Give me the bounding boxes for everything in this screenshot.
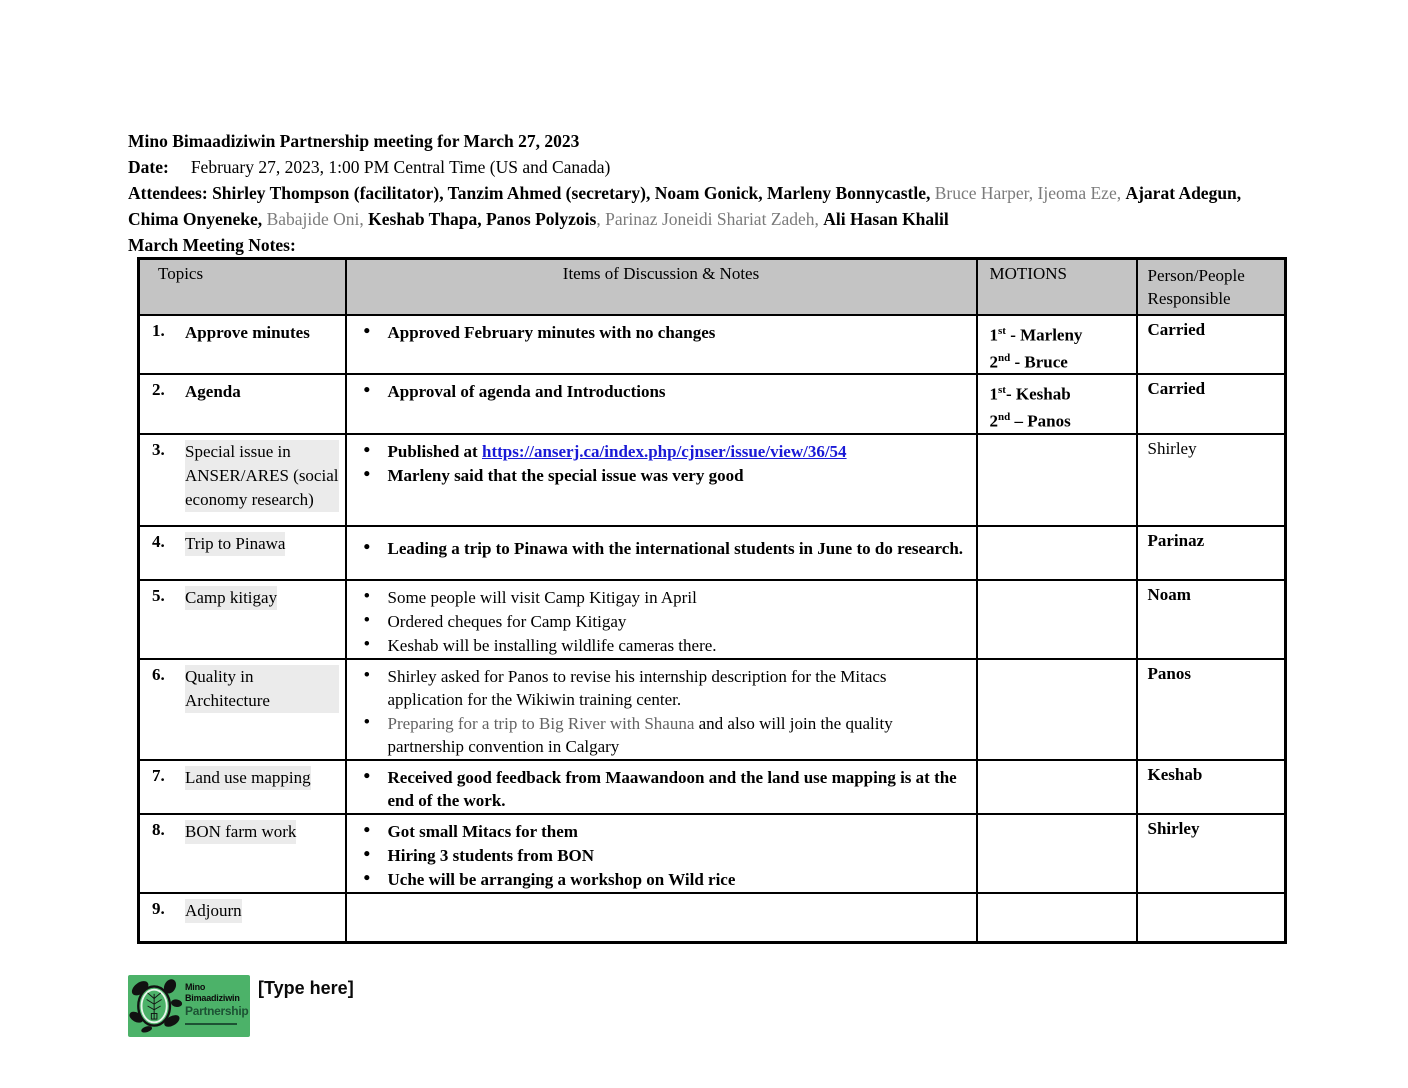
table-row: [139, 893, 1286, 943]
topic-number: 4.: [152, 531, 165, 551]
item-text: Uche will be arranging a workshop on Wild rice: [387, 869, 736, 889]
topic-cell: [139, 526, 346, 580]
column-header-motions: MOTIONS: [977, 259, 1137, 316]
topic-number: 8.: [152, 819, 165, 839]
ordinal-superscript: nd: [998, 410, 1011, 423]
attendee-name-segment: Ali Hasan Khalil: [823, 209, 949, 229]
discussion-items: [357, 321, 966, 344]
attendees-label: Attendees:: [128, 183, 213, 203]
table-row: [139, 580, 1286, 659]
type-here-placeholder[interactable]: [Type here]: [258, 978, 354, 998]
item-text: Received good feedback from Maawandoon and the land use mapping is at the end of the work.: [387, 767, 957, 810]
attendee-name-segment: Bruce Harper, Ijeoma Eze,: [934, 183, 1126, 203]
item-text: Leading a trip to Pinawa with the international students in June to do research.: [387, 538, 964, 558]
person-responsible: Carried: [1147, 379, 1206, 399]
discussion-items: [357, 440, 966, 487]
discussion-item: [357, 380, 966, 403]
ordinal-superscript: nd: [998, 351, 1011, 364]
topic-cell: [139, 374, 346, 433]
discussion-item: [357, 586, 966, 609]
item-text: Some people will visit Camp Kitigay in April: [387, 587, 697, 607]
item-text: Keshab will be installing wildlife cameras there.: [387, 635, 717, 655]
date-value: February 27, 2023, 1:00 PM Central Time (US and Canada): [190, 157, 611, 177]
person-cell: [1137, 814, 1286, 893]
column-header-topics: Topics: [139, 259, 346, 316]
topic-cell: [139, 580, 346, 659]
discussion-item: [357, 766, 966, 812]
discussion-items: [357, 586, 966, 657]
item-text: Hiring 3 students from BON: [387, 845, 595, 865]
turtle-icon: [128, 977, 184, 1035]
document-header: [128, 128, 1290, 258]
attendee-name-segment: Keshab Thapa, Panos Polyzois: [368, 209, 597, 229]
table-row: [139, 760, 1286, 814]
topic-number: 7.: [152, 765, 165, 785]
motions-cell: [977, 526, 1137, 580]
topic-label: Agenda: [185, 382, 241, 402]
discussion-items: [357, 665, 966, 758]
item-text-gray: Preparing for a trip to Big River with Shauna: [387, 713, 699, 733]
discussion-items: [357, 766, 966, 812]
discussion-item: [357, 712, 966, 758]
date-line: [128, 154, 1290, 180]
motions-cell: [977, 580, 1137, 659]
topic-number: 1.: [152, 321, 165, 340]
items-cell: [346, 580, 977, 659]
person-responsible: Carried: [1147, 320, 1206, 339]
table-header-row: [139, 259, 1286, 316]
person-cell: [1137, 580, 1286, 659]
discussion-item: [357, 634, 966, 657]
person-responsible: Noam: [1147, 584, 1191, 604]
items-cell: [346, 434, 977, 526]
item-text: Got small Mitacs for them: [387, 821, 578, 841]
attendee-name-segment: Babajide Oni,: [266, 209, 369, 229]
motions-cell: [977, 374, 1137, 433]
date-label: Date:: [128, 157, 169, 177]
discussion-item: [357, 464, 966, 487]
discussion-items: [357, 380, 966, 403]
person-cell: [1137, 315, 1286, 374]
item-text: Ordered cheques for Camp Kitigay: [387, 611, 627, 631]
discussion-link[interactable]: https://anserj.ca/index.php/cjnser/issue/view/36/54: [481, 441, 847, 461]
items-cell: [346, 526, 977, 580]
table-row: [139, 374, 1286, 433]
items-cell: [346, 760, 977, 814]
person-cell: [1137, 659, 1286, 760]
motions-cell: [977, 760, 1137, 814]
attendees-line: [128, 180, 1290, 232]
topic-cell: [139, 893, 346, 943]
topic-label: Land use mapping: [185, 766, 311, 790]
discussion-item: [357, 844, 966, 867]
motions-cell: [977, 315, 1137, 374]
item-text: Published at: [387, 441, 482, 461]
person-responsible: Parinaz: [1147, 530, 1205, 550]
topic-label: Adjourn: [185, 899, 242, 923]
column-header-person: Person/People Responsible: [1137, 259, 1286, 316]
topic-number: 5.: [152, 585, 165, 605]
item-text: and also will join the quality partnership convention in Calgary: [387, 713, 893, 756]
topic-number: 9.: [152, 898, 165, 918]
discussion-item: [357, 532, 966, 566]
items-cell: [346, 374, 977, 433]
person-responsible: Shirley: [1147, 438, 1197, 458]
discussion-items: [357, 820, 966, 891]
item-text: Shirley asked for Panos to revise his internship description for the Mitacs application for the Wikiwin training center.: [387, 666, 887, 709]
person-cell: [1137, 526, 1286, 580]
motions-cell: [977, 659, 1137, 760]
items-cell: [346, 893, 977, 943]
topic-number: 3.: [152, 439, 165, 459]
topic-cell: [139, 659, 346, 760]
page-title: Mino Bimaadiziwin Partnership meeting for March 27, 2023: [128, 131, 580, 151]
attendee-name-segment: Ajarat Adegun, Chima Onyeneke,: [128, 183, 1242, 229]
person-responsible: Keshab: [1147, 764, 1203, 784]
topic-number: 6.: [152, 664, 165, 684]
topic-label: Camp kitigay: [185, 586, 277, 610]
table-row: [139, 659, 1286, 760]
items-cell: [346, 814, 977, 893]
topic-label: Quality in Architecture: [185, 665, 339, 713]
logo-line-2: Bimaadiziwin: [185, 993, 240, 1003]
logo-line-3: Partnership: [185, 1004, 249, 1018]
discussion-items: [357, 532, 966, 566]
motion-line: 2nd – Panos: [989, 410, 1071, 431]
topic-cell: [139, 760, 346, 814]
attendee-name-segment: , Parinaz Joneidi Shariat Zadeh,: [596, 209, 824, 229]
motions-cell: [977, 893, 1137, 943]
motions-cell: [977, 814, 1137, 893]
motion-line: 1st- Keshab: [989, 384, 1071, 404]
table-row: [139, 434, 1286, 526]
discussion-item: [357, 820, 966, 843]
motions-cell: [977, 434, 1137, 526]
motion-line: 2nd - Bruce: [989, 351, 1068, 372]
items-cell: [346, 315, 977, 374]
discussion-item: [357, 610, 966, 633]
person-responsible: Panos: [1147, 663, 1191, 683]
topic-label: Special issue in ANSER/ARES (social economy research): [185, 440, 339, 512]
discussion-item: [357, 665, 966, 711]
table-row: [139, 526, 1286, 580]
person-cell: [1137, 760, 1286, 814]
topic-label: Approve minutes: [185, 323, 310, 342]
person-cell: [1137, 893, 1286, 943]
topic-cell: [139, 814, 346, 893]
meeting-notes-heading: March Meeting Notes:: [128, 235, 296, 255]
person-cell: [1137, 434, 1286, 526]
topic-cell: [139, 434, 346, 526]
person-cell: [1137, 374, 1286, 433]
items-cell: [346, 659, 977, 760]
table-row: [139, 315, 1286, 374]
topic-number: 2.: [152, 380, 165, 400]
item-text: Approved February minutes with no changes: [387, 323, 716, 342]
table-row: [139, 814, 1286, 893]
topic-cell: [139, 315, 346, 374]
column-header-items: Items of Discussion & Notes: [346, 259, 977, 316]
logo-text: [185, 982, 248, 1025]
discussion-item: [357, 440, 966, 463]
topic-label: Trip to Pinawa: [185, 532, 285, 556]
ordinal-superscript: st: [998, 384, 1006, 397]
discussion-item: [357, 321, 966, 344]
motion-line: 1st - Marleny: [989, 325, 1083, 345]
item-text: Approval of agenda and Introductions: [387, 382, 666, 402]
attendees-list: [128, 183, 1241, 229]
ordinal-superscript: st: [998, 325, 1006, 337]
footer-logo: [128, 975, 250, 1037]
attendee-name-segment: Shirley Thompson (facilitator), Tanzim Ahmed (secretary), Noam Gonick, Marleny Bonnycastle,: [212, 183, 935, 203]
item-text: Marleny said that the special issue was very good: [387, 465, 744, 485]
logo-line-1: Mino: [185, 982, 206, 992]
person-responsible: Shirley: [1147, 818, 1200, 838]
topic-label: BON farm work: [185, 820, 296, 844]
discussion-item: [357, 868, 966, 891]
logo-tagline: [185, 1023, 237, 1025]
meeting-notes-table: [137, 257, 1287, 944]
